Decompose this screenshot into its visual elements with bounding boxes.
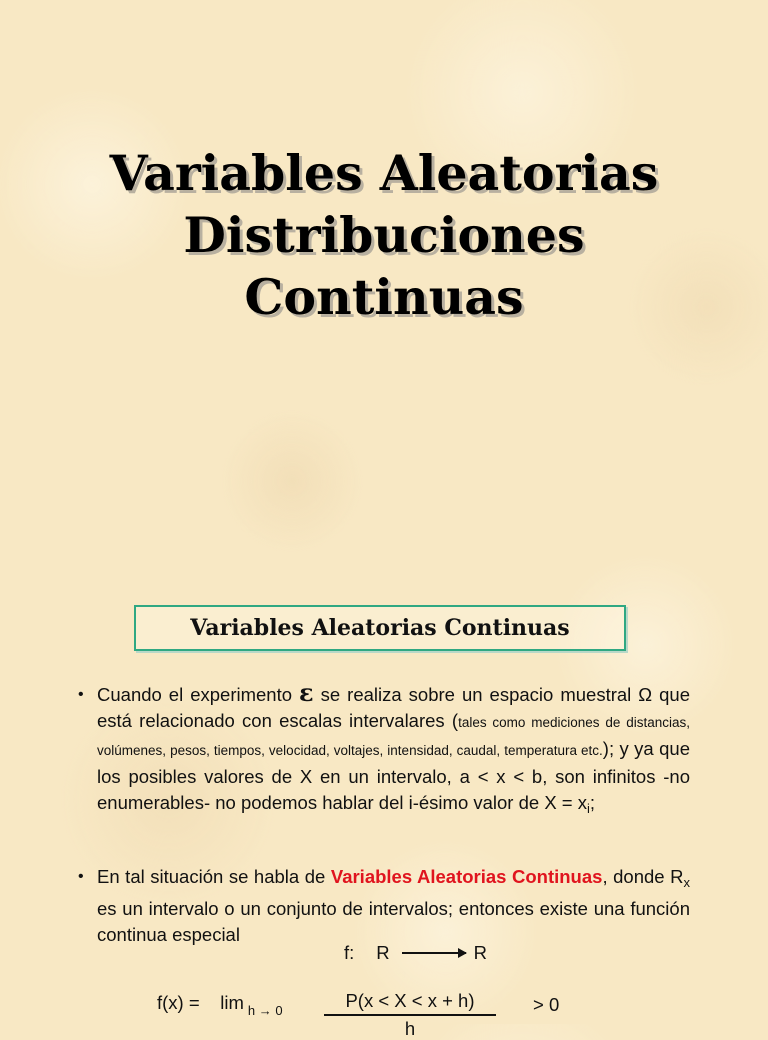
mapping-domain: R bbox=[376, 942, 390, 963]
bullet-text bbox=[97, 678, 690, 822]
function-mapping bbox=[344, 942, 487, 964]
formula-lim-sub: h → 0 bbox=[247, 1003, 283, 1018]
bullet2-subscript: x bbox=[683, 875, 690, 890]
bullet2-part3: es un intervalo o un conjunto de intervalos; entonces existe una función continua especial bbox=[97, 898, 690, 945]
bullet1-part2: se realiza sobre un espacio muestral Ω que está relacionado con escalas intervalares ( bbox=[97, 684, 690, 731]
formula-fraction bbox=[324, 990, 496, 1040]
title-line-1: Variables Aleatorias bbox=[109, 144, 659, 202]
formula-lhs: f(x) = bbox=[157, 992, 200, 1013]
density-formula bbox=[157, 992, 283, 1018]
bullet2-part2: , donde R bbox=[602, 866, 684, 887]
bullet-text bbox=[97, 864, 690, 948]
bullet1-subscript: i bbox=[587, 801, 590, 816]
bullet1-part1: Cuando el experimento bbox=[97, 684, 300, 705]
right-arrow-icon bbox=[402, 952, 466, 954]
epsilon-symbol: ε bbox=[299, 678, 314, 707]
title-line-3: Continuas bbox=[244, 268, 524, 326]
bullet-continuous-variables bbox=[78, 864, 690, 948]
section-heading-box bbox=[134, 605, 626, 651]
highlight-term: Variables Aleatorias Continuas bbox=[330, 866, 603, 887]
bullet-marker: • bbox=[78, 686, 84, 703]
section-heading: Variables Aleatorias Continuas bbox=[190, 615, 570, 641]
title-line-2: Distribuciones bbox=[183, 206, 585, 264]
formula-numerator: P(x < X < x + h) bbox=[345, 990, 475, 1011]
bullet1-part3: ); y ya que los posibles valores de X en un intervalo, a < x < b, son infinitos -no enumerables- no podemos hablar del i-ésimo valor de X = x bbox=[97, 738, 690, 813]
bullet-marker: • bbox=[78, 868, 84, 885]
formula-denominator: h bbox=[404, 1018, 416, 1039]
bullet-continuous-experiment bbox=[78, 678, 690, 822]
bullet1-part4: ; bbox=[589, 792, 596, 813]
bullet2-part1: En tal situación se habla de bbox=[97, 866, 331, 887]
formula-lim: lim bbox=[220, 992, 244, 1013]
formula-rhs: > 0 bbox=[533, 994, 560, 1015]
mapping-codomain: R bbox=[473, 942, 488, 963]
mapping-label: f: bbox=[344, 942, 355, 963]
slide-title bbox=[0, 142, 768, 328]
bullet1-examples: tales como mediciones de distancias, volúmenes, pesos, tiempos, velocidad, voltajes, intensidad, caudal, temperatura etc. bbox=[97, 715, 690, 758]
